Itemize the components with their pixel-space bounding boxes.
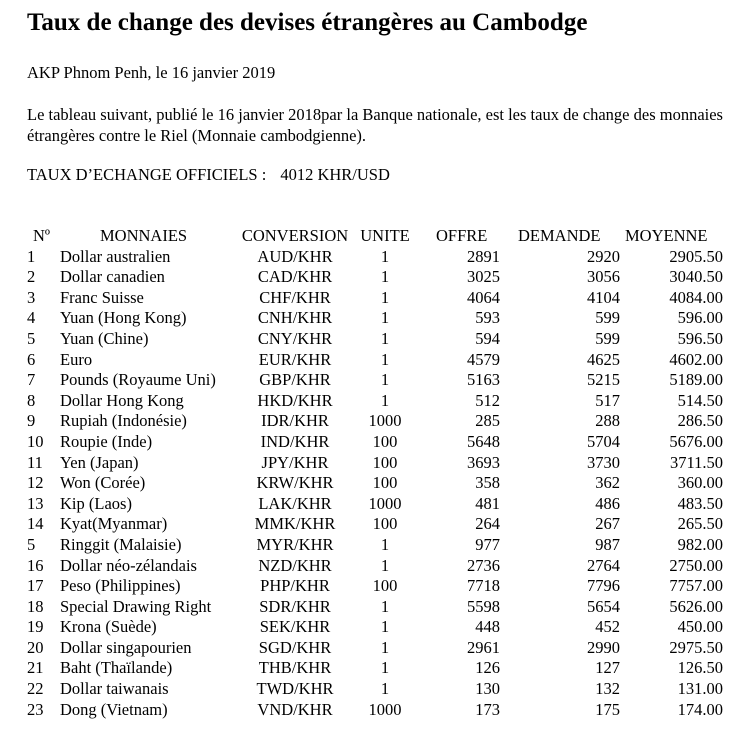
cell-unite: 1: [380, 246, 390, 266]
intro-paragraph: Le tableau suivant, publié le 16 janvier 2018par la Banque nationale, est les taux de change des monnaies étrangères contre le Riel (Monnaie cambodgienne).: [27, 105, 723, 145]
cell-conversion: SDR/KHR: [259, 596, 331, 616]
cell-demande: 2920: [587, 246, 620, 266]
cell-no: 22: [27, 679, 44, 699]
cell-moyenne: 7757.00: [669, 576, 723, 596]
cell-demande: 7796: [587, 576, 620, 596]
table-row: [0, 494, 750, 515]
cell-demande: 599: [595, 308, 620, 328]
page-title: Taux de change des devises étrangères au Cambodge: [27, 9, 588, 36]
cell-monnaie: Rupiah (Indonésie): [60, 411, 187, 431]
cell-offre: 2891: [467, 246, 500, 266]
cell-demande: 288: [595, 411, 620, 431]
cell-conversion: HKD/KHR: [257, 390, 333, 410]
cell-moyenne: 174.00: [677, 699, 723, 719]
cell-moyenne: 5676.00: [669, 431, 723, 451]
cell-conversion: AUD/KHR: [257, 246, 333, 266]
cell-offre: 264: [475, 514, 500, 534]
cell-moyenne: 4084.00: [669, 287, 723, 307]
cell-conversion: GBP/KHR: [259, 370, 331, 390]
cell-unite: 1: [380, 596, 390, 616]
official-rate-line: [27, 165, 390, 185]
table-row: [0, 453, 750, 474]
table-row: [0, 556, 750, 577]
cell-monnaie: Yuan (Hong Kong): [60, 308, 187, 328]
cell-demande: 4625: [587, 349, 620, 369]
cell-no: 4: [27, 308, 36, 328]
cell-demande: 3730: [587, 452, 620, 472]
cell-offre: 2961: [467, 637, 500, 657]
cell-demande: 2990: [587, 637, 620, 657]
cell-conversion: TWD/KHR: [256, 679, 334, 699]
cell-conversion: EUR/KHR: [258, 349, 332, 369]
cell-offre: 173: [475, 699, 500, 719]
cell-monnaie: Euro: [60, 349, 93, 369]
table-row: [0, 679, 750, 700]
cell-conversion: VND/KHR: [257, 699, 333, 719]
cell-offre: 4064: [467, 287, 500, 307]
cell-offre: 7718: [467, 576, 500, 596]
cell-moyenne: 483.50: [677, 493, 723, 513]
official-rate-value: 4012 KHR/USD: [280, 165, 390, 184]
cell-no: 8: [27, 390, 36, 410]
table-row: [0, 288, 750, 309]
cell-conversion: CHF/KHR: [259, 287, 331, 307]
cell-unite: 100: [372, 452, 398, 472]
official-rate-label: TAUX D’ECHANGE OFFICIELS :: [27, 165, 267, 184]
cell-unite: 100: [372, 576, 398, 596]
cell-monnaie: Yuan (Chine): [60, 328, 149, 348]
cell-no: 5: [27, 328, 36, 348]
cell-moyenne: 2750.00: [669, 555, 723, 575]
cell-offre: 5648: [467, 431, 500, 451]
cell-conversion: MMK/KHR: [254, 514, 336, 534]
cell-no: 13: [27, 493, 44, 513]
cell-monnaie: Won (Corée): [60, 473, 146, 493]
cell-monnaie: Dollar taiwanais: [60, 679, 169, 699]
table-row: [0, 308, 750, 329]
cell-demande: 132: [595, 679, 620, 699]
table-row: [0, 411, 750, 432]
cell-demande: 987: [595, 534, 620, 554]
cell-moyenne: 450.00: [677, 617, 723, 637]
cell-no: 17: [27, 576, 44, 596]
cell-no: 9: [27, 411, 36, 431]
cell-demande: 5654: [587, 596, 620, 616]
cell-no: 18: [27, 596, 44, 616]
cell-offre: 593: [475, 308, 500, 328]
table-row: [0, 432, 750, 453]
cell-monnaie: Baht (Thaïlande): [60, 658, 173, 678]
cell-unite: 1: [380, 637, 390, 657]
header-moyenne: MOYENNE: [625, 226, 708, 245]
cell-monnaie: Dollar canadien: [60, 267, 165, 287]
cell-moyenne: 2905.50: [669, 246, 723, 266]
cell-conversion: JPY/KHR: [261, 452, 329, 472]
cell-no: 16: [27, 555, 44, 575]
cell-monnaie: Franc Suisse: [60, 287, 144, 307]
cell-no: 2: [27, 267, 36, 287]
cell-moyenne: 596.50: [677, 328, 723, 348]
cell-offre: 481: [475, 493, 500, 513]
cell-moyenne: 265.50: [677, 514, 723, 534]
cell-demande: 175: [595, 699, 620, 719]
table-row: [0, 514, 750, 535]
cell-unite: 1: [380, 349, 390, 369]
header-unite: UNITE: [360, 226, 410, 245]
table-header-row: [0, 226, 750, 247]
cell-monnaie: Special Drawing Right: [60, 596, 212, 616]
cell-demande: 486: [595, 493, 620, 513]
cell-conversion: NZD/KHR: [258, 555, 332, 575]
cell-monnaie: Dollar singapourien: [60, 637, 192, 657]
cell-moyenne: 2975.50: [669, 637, 723, 657]
cell-no: 20: [27, 637, 44, 657]
cell-offre: 3693: [467, 452, 500, 472]
header-conversion: CONVERSION: [241, 226, 349, 245]
cell-offre: 126: [475, 658, 500, 678]
cell-conversion: SEK/KHR: [259, 617, 331, 637]
cell-demande: 599: [595, 328, 620, 348]
cell-demande: 267: [595, 514, 620, 534]
cell-no: 21: [27, 658, 44, 678]
table-row: [0, 658, 750, 679]
cell-unite: 1: [380, 658, 390, 678]
table-row: [0, 597, 750, 618]
cell-no: 3: [27, 287, 36, 307]
cell-unite: 100: [372, 431, 398, 451]
cell-moyenne: 4602.00: [669, 349, 723, 369]
cell-monnaie: Krona (Suède): [60, 617, 157, 637]
cell-conversion: IDR/KHR: [261, 411, 329, 431]
cell-conversion: THB/KHR: [258, 658, 332, 678]
cell-offre: 130: [475, 679, 500, 699]
cell-monnaie: Dollar néo-zélandais: [60, 555, 197, 575]
table-row: [0, 247, 750, 268]
cell-no: 11: [27, 452, 43, 472]
cell-offre: 448: [475, 617, 500, 637]
table-row: [0, 617, 750, 638]
cell-unite: 1: [380, 617, 390, 637]
cell-no: 5: [27, 534, 36, 554]
cell-monnaie: Kip (Laos): [60, 493, 132, 513]
table-row: [0, 473, 750, 494]
cell-no: 19: [27, 617, 44, 637]
table-row: [0, 700, 750, 721]
cell-no: 1: [27, 246, 36, 266]
cell-offre: 285: [475, 411, 500, 431]
cell-demande: 3056: [587, 267, 620, 287]
cell-offre: 4579: [467, 349, 500, 369]
cell-no: 7: [27, 370, 36, 390]
header-offre: OFFRE: [436, 226, 488, 245]
table-row: [0, 391, 750, 412]
cell-unite: 1: [380, 308, 390, 328]
cell-moyenne: 360.00: [677, 473, 723, 493]
cell-moyenne: 286.50: [677, 411, 723, 431]
cell-moyenne: 3040.50: [669, 267, 723, 287]
cell-unite: 1: [380, 679, 390, 699]
cell-conversion: SGD/KHR: [258, 637, 332, 657]
cell-moyenne: 5626.00: [669, 596, 723, 616]
table-row: [0, 329, 750, 350]
dateline: AKP Phnom Penh, le 16 janvier 2019: [27, 63, 276, 82]
header-demande: DEMANDE: [518, 226, 601, 245]
cell-monnaie: Roupie (Inde): [60, 431, 153, 451]
cell-conversion: CNH/KHR: [257, 308, 333, 328]
cell-monnaie: Pounds (Royaume Uni): [60, 370, 216, 390]
cell-offre: 512: [475, 390, 500, 410]
cell-demande: 2764: [587, 555, 620, 575]
cell-monnaie: Dong (Vietnam): [60, 699, 168, 719]
cell-unite: 1: [380, 267, 390, 287]
cell-moyenne: 131.00: [677, 679, 723, 699]
cell-offre: 3025: [467, 267, 500, 287]
cell-monnaie: Ringgit (Malaisie): [60, 534, 182, 554]
cell-moyenne: 126.50: [677, 658, 723, 678]
cell-demande: 362: [595, 473, 620, 493]
cell-conversion: CAD/KHR: [257, 267, 333, 287]
table-row: [0, 350, 750, 371]
cell-unite: 1: [380, 287, 390, 307]
cell-offre: 5163: [467, 370, 500, 390]
cell-monnaie: Dollar Hong Kong: [60, 390, 184, 410]
cell-offre: 5598: [467, 596, 500, 616]
cell-conversion: PHP/KHR: [260, 576, 330, 596]
cell-moyenne: 5189.00: [669, 370, 723, 390]
cell-unite: 1000: [368, 411, 402, 431]
cell-conversion: LAK/KHR: [258, 493, 332, 513]
cell-offre: 977: [475, 534, 500, 554]
cell-unite: 1000: [368, 493, 402, 513]
table-row: [0, 638, 750, 659]
cell-conversion: CNY/KHR: [257, 328, 333, 348]
header-monnaies: MONNAIES: [100, 226, 188, 245]
cell-monnaie: Peso (Philippines): [60, 576, 181, 596]
cell-offre: 594: [475, 328, 500, 348]
cell-monnaie: Yen (Japan): [60, 452, 139, 472]
cell-demande: 5704: [587, 431, 620, 451]
table-row: [0, 576, 750, 597]
cell-demande: 517: [595, 390, 620, 410]
cell-unite: 1: [380, 390, 390, 410]
table-row: [0, 370, 750, 391]
cell-demande: 5215: [587, 370, 620, 390]
cell-unite: 100: [372, 514, 398, 534]
table-row: [0, 535, 750, 556]
cell-monnaie: Dollar australien: [60, 246, 171, 266]
cell-unite: 1: [380, 370, 390, 390]
cell-moyenne: 982.00: [677, 534, 723, 554]
cell-unite: 1: [380, 555, 390, 575]
cell-no: 10: [27, 431, 44, 451]
cell-conversion: IND/KHR: [260, 431, 330, 451]
cell-offre: 358: [475, 473, 500, 493]
cell-offre: 2736: [467, 555, 500, 575]
table-row: [0, 267, 750, 288]
cell-no: 14: [27, 514, 44, 534]
cell-no: 6: [27, 349, 36, 369]
cell-demande: 4104: [587, 287, 620, 307]
cell-monnaie: Kyat(Myanmar): [60, 514, 168, 534]
cell-no: 23: [27, 699, 44, 719]
header-no: Nº: [33, 226, 51, 245]
cell-unite: 1: [380, 534, 390, 554]
cell-unite: 100: [372, 473, 398, 493]
cell-demande: 452: [595, 617, 620, 637]
cell-unite: 1: [380, 328, 390, 348]
cell-moyenne: 514.50: [677, 390, 723, 410]
cell-conversion: MYR/KHR: [256, 534, 334, 554]
cell-demande: 127: [595, 658, 620, 678]
cell-conversion: KRW/KHR: [256, 473, 334, 493]
cell-moyenne: 3711.50: [669, 452, 723, 472]
cell-moyenne: 596.00: [677, 308, 723, 328]
exchange-rate-table: [0, 226, 750, 720]
cell-unite: 1000: [368, 699, 402, 719]
cell-no: 12: [27, 473, 44, 493]
